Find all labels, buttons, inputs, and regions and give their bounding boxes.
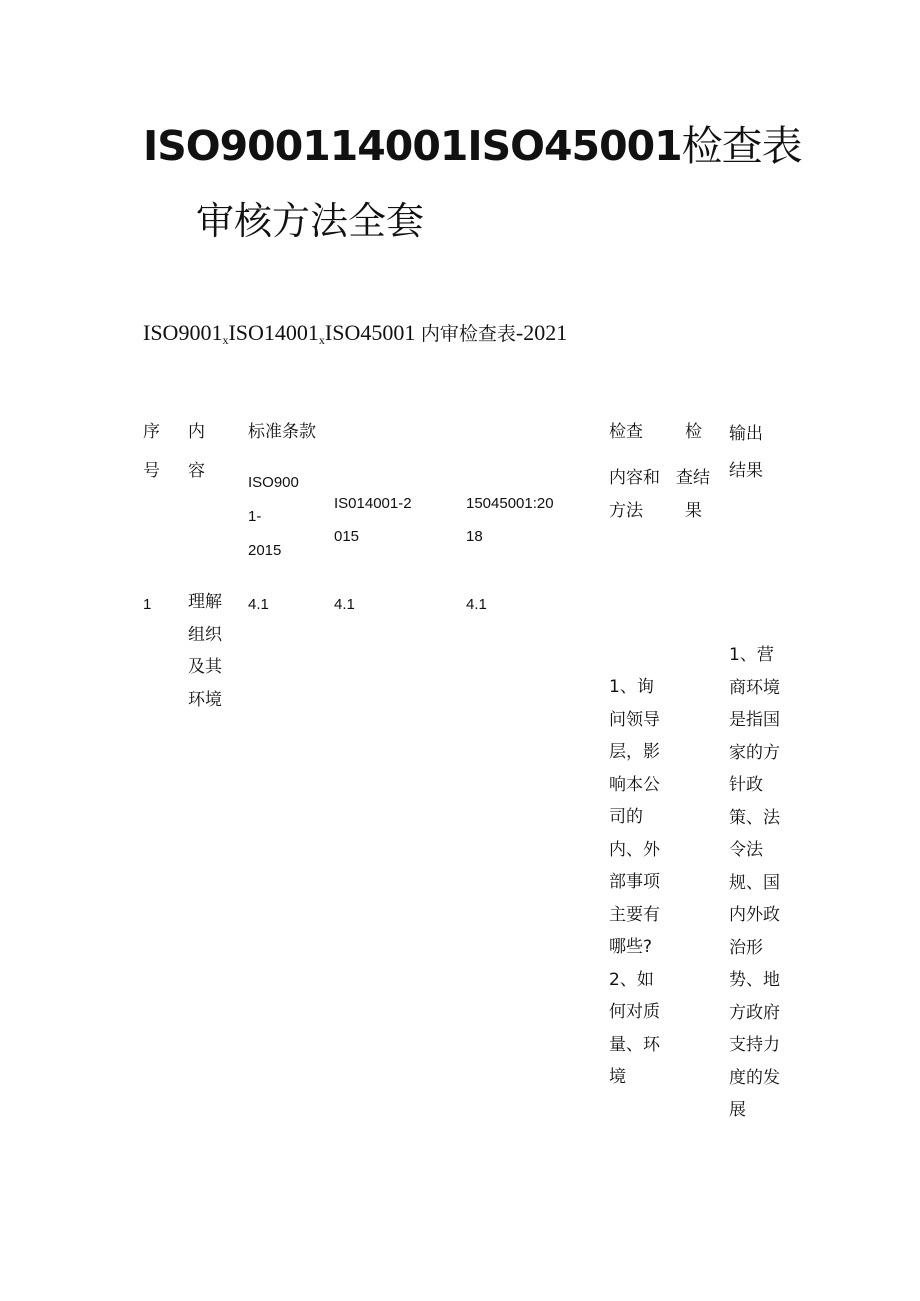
row-1-content: 理解 组织 及其 环境 <box>188 592 222 710</box>
document-title-line2: 审核方法全套 <box>196 199 425 243</box>
method-line: 响本公 <box>609 774 660 795</box>
header-iso45001: 15045001:20 18 <box>466 495 554 545</box>
header-method: 内容和 方法 <box>609 468 660 521</box>
method-line: 哪些? <box>609 937 653 957</box>
header-result: 查结 果 <box>676 468 710 521</box>
output-line: 治形 <box>729 937 763 958</box>
header-iso14001: IS014001-2 015 <box>334 495 412 545</box>
title-latin: ISO900114001ISO45001 <box>143 122 682 170</box>
output-line: 家的方 <box>729 742 780 763</box>
method-line: 境 <box>609 1067 626 1087</box>
output-line: 规、国 <box>729 872 780 893</box>
document-title-line1 <box>143 118 802 174</box>
subtitle-sep-1: x <box>222 333 229 347</box>
subtitle-part-1: ISO9001 <box>143 320 223 345</box>
row-1-seq: 1 <box>143 596 152 613</box>
output-line: 1、营 <box>729 645 774 665</box>
output-line: 令法 <box>729 840 763 860</box>
header-clause-group: 标准条款 <box>248 422 316 442</box>
row-1-iso45001: 4.1 <box>466 596 487 613</box>
method-line: 司的 <box>609 807 643 827</box>
method-line: 内、外 <box>609 839 660 860</box>
method-line: 1、询 <box>609 677 654 697</box>
row-1-method <box>609 671 660 1094</box>
output-line: 度的发 <box>729 1067 780 1088</box>
output-line: 展 <box>729 1100 746 1120</box>
method-line: 层，影 <box>609 742 660 762</box>
method-line: 2、如 <box>609 969 654 990</box>
method-line: 主要有 <box>609 904 660 925</box>
subtitle-part-3: ISO45001 <box>324 320 416 345</box>
subtitle-part-4: 内审检查表 <box>420 323 516 345</box>
output-line: 内外政 <box>729 905 780 925</box>
method-line: 何对质 <box>609 1002 660 1022</box>
title-cjk: 检查表 <box>681 122 802 170</box>
row-1-output <box>729 639 780 1127</box>
subtitle-part-5: -2021 <box>515 320 568 345</box>
subtitle-sep-2: x <box>318 333 325 347</box>
row-1-iso9001: 4.1 <box>248 596 269 613</box>
output-line: 方政府 <box>729 1002 780 1023</box>
method-line: 部事项 <box>609 872 660 892</box>
method-line: 问领导 <box>609 709 660 730</box>
header-result-top: 检 <box>685 422 702 442</box>
row-1-iso14001: 4.1 <box>334 596 355 613</box>
header-output: 输出 结果 <box>729 424 763 481</box>
output-line: 势、地 <box>729 970 780 990</box>
header-iso9001: ISO900 1- 2015 <box>248 474 299 559</box>
output-line: 是指国 <box>729 710 780 730</box>
output-line: 支持力 <box>729 1035 780 1055</box>
header-content: 内 容 <box>188 422 205 481</box>
header-method-top: 检查 <box>609 422 643 442</box>
subtitle-part-2: ISO14001 <box>228 320 319 345</box>
output-line: 针政 <box>729 775 763 795</box>
method-line: 量、环 <box>609 1034 660 1055</box>
document-subtitle <box>143 317 567 356</box>
output-line: 策、法 <box>729 807 780 828</box>
output-line: 商环境 <box>729 677 780 698</box>
header-seq: 序 号 <box>143 422 160 481</box>
